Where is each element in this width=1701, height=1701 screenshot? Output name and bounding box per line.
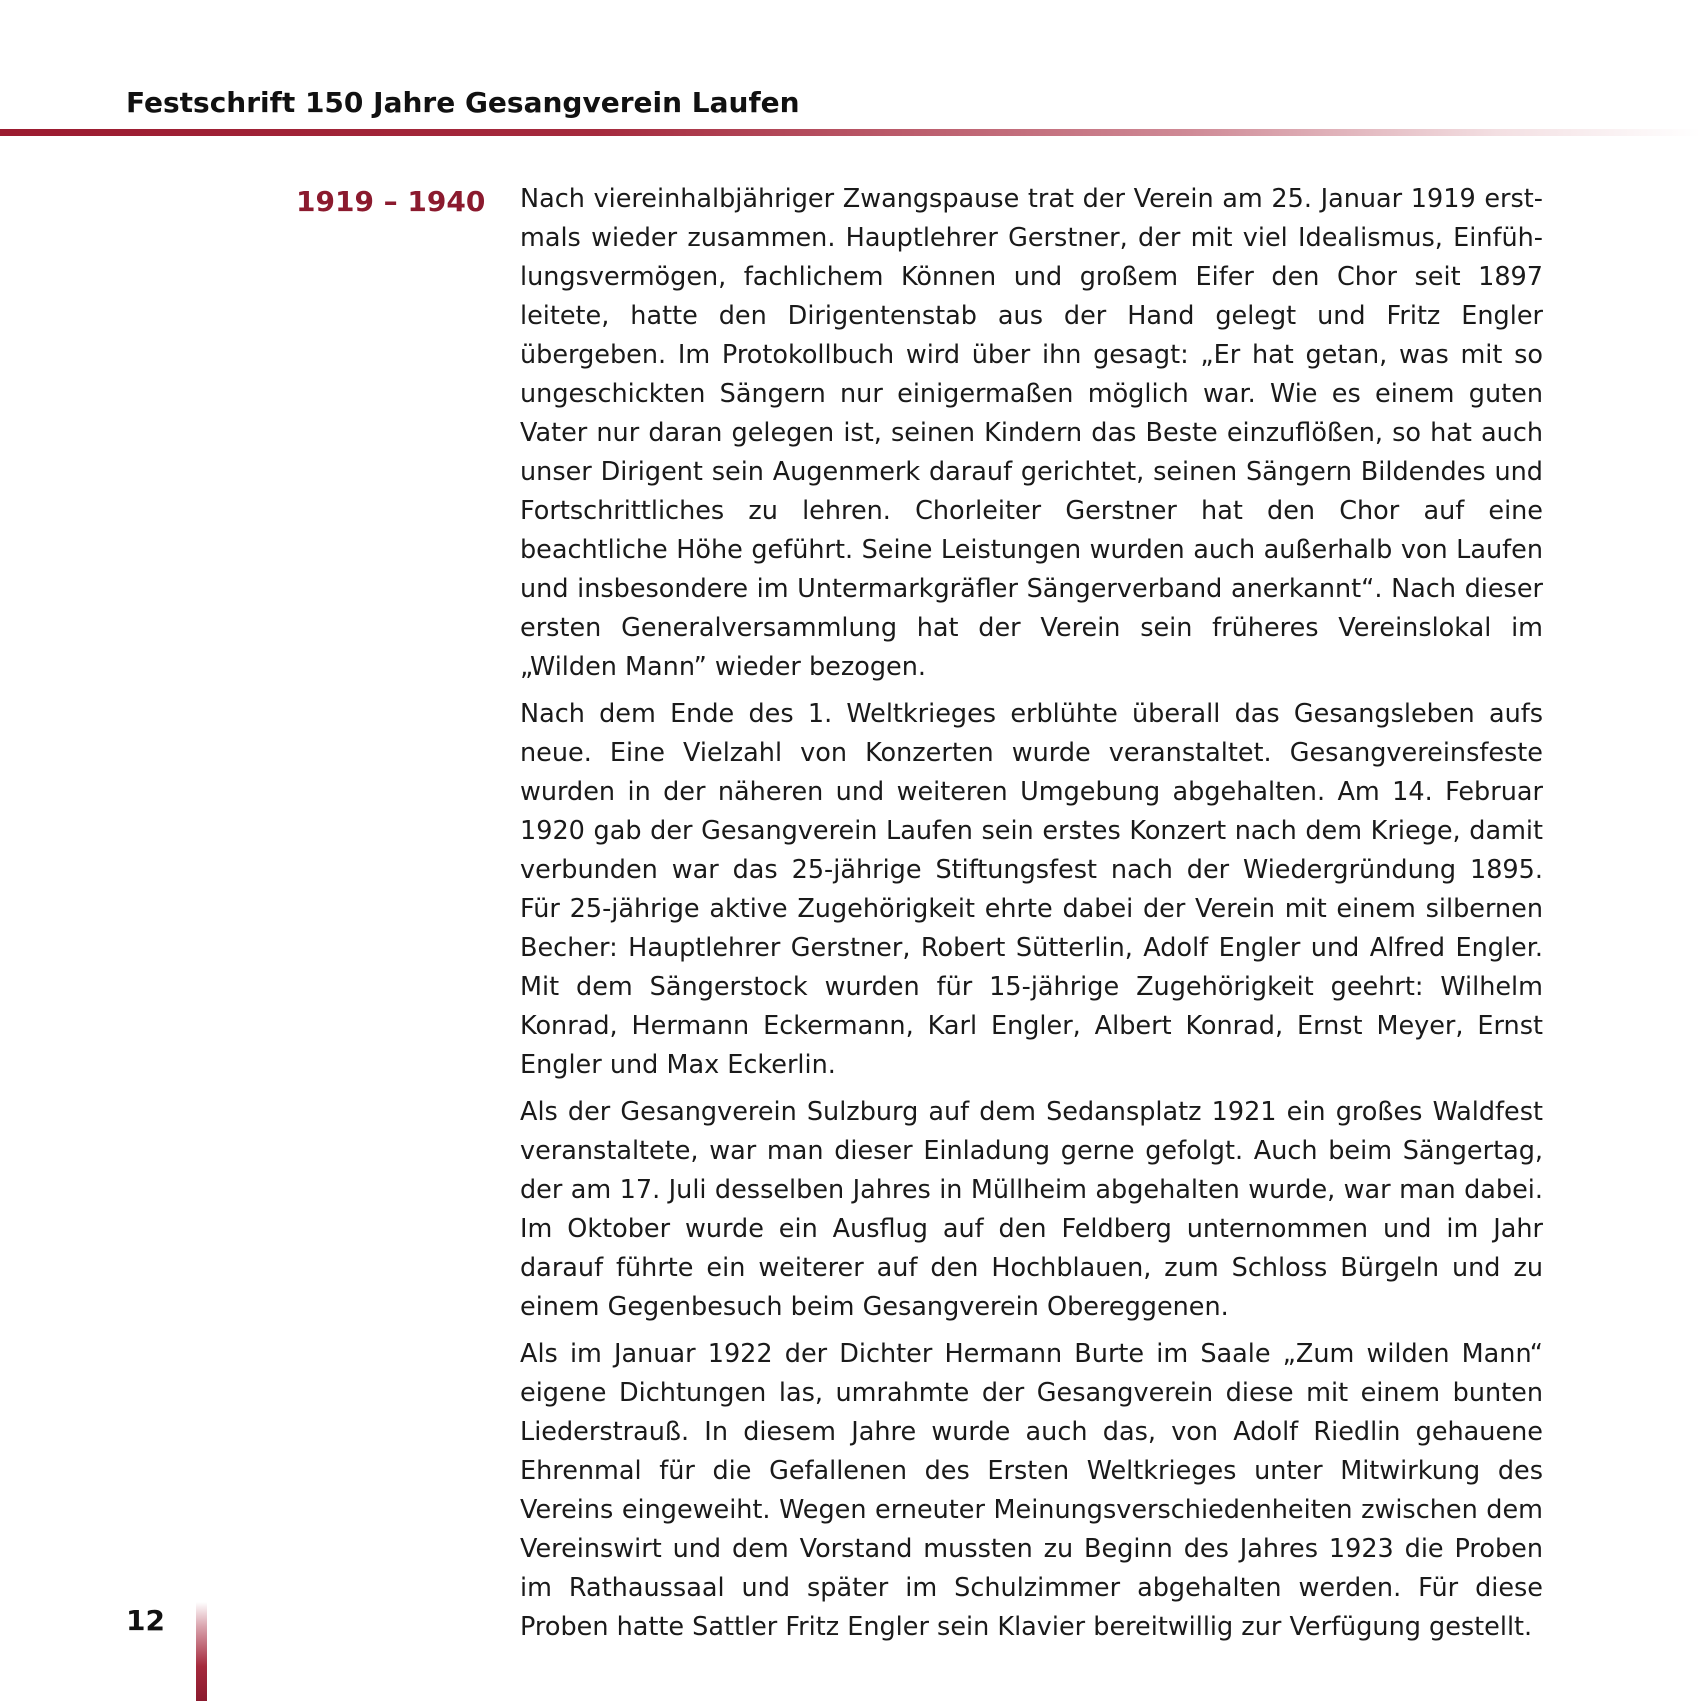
paragraph-3: Als der Gesangverein Sulzburg auf dem Sedansplatz 1921 ein großes Waldfest veranstaltete, war man dieser Einladung gerne gefolgt. Auch beim Sängertag, der am 17. Juli desselben Jahres in Müllheim abgehalten wurde, war man dabei. Im Oktober wurde ein Ausflug auf den Feldberg unternommen und im Jahr darauf führte ein weiterer auf den Hochblauen, zum Schloss Bürgeln und zu einem Gegenbesuch beim Gesangverein Obereggenen. bbox=[520, 1097, 1543, 1322]
article-body bbox=[520, 180, 1543, 1655]
section-period-label: 1919 – 1940 bbox=[296, 185, 486, 218]
header-divider bbox=[0, 129, 1701, 136]
paragraph-1: Nach viereinhalbjähriger Zwangspause trat der Verein am 25. Januar 1919 erstmals wieder zusammen. Hauptlehrer Gerstner, der mit viel Idealismus, Einfühlungsvermögen, fachlichem Können und großem Eifer den Chor seit 1897 leitete, hatte den Dirigentenstab aus der Hand gelegt und Fritz Engler übergeben. Im Protokollbuch wird über ihn gesagt: „Er hat getan, was mit so ungeschickten Sängern nur einigermaßen möglich war. Wie es einem guten Vater nur daran gelegen ist, seinen Kindern das Beste einzuflößen, so hat auch unser Dirigent sein Augenmerk darauf gerichtet, seinen Sängern Bildendes und Fortschrittliches zu lehren. Chorleiter Gerstner hat den Chor auf eine beachtliche Höhe geführt. Seine Leistungen wurden auch außerhalb von Laufen und insbesondere im Untermarkgräfler Sängerverband anerkannt“. Nach dieser ersten Generalversammlung hat der Verein sein früheres Vereinslokal im „Wilden Mann” wieder bezogen. bbox=[520, 184, 1543, 682]
page-title: Festschrift 150 Jahre Gesangverein Laufen bbox=[126, 86, 800, 119]
page-number: 12 bbox=[126, 1604, 165, 1637]
paragraph-4: Als im Januar 1922 der Dichter Hermann Burte im Saale „Zum wilden Mann“ eigene Dichtungen las, umrahmte der Gesangverein diese mit einem bunten Liederstrauß. In diesem Jahre wurde auch das, von Adolf Riedlin gehauene Ehrenmal für die Gefallenen des Ersten Weltkrieges unter Mitwirkung des Vereins eingeweiht. Wegen erneuter Meinungsverschiedenheiten zwischen dem Vereinswirt und dem Vorstand mussten zu Beginn des Jahres 1923 die Proben im Rathaussaal und später im Schulzimmer abgehalten werden. Für diese Proben hatte Sattler Fritz Engler sein Klavier bereitwillig zur Verfügung gestellt. bbox=[520, 1339, 1543, 1642]
paragraph-2: Nach dem Ende des 1. Weltkrieges erblühte überall das Gesangsleben aufs neue. Eine Vielzahl von Konzerten wurde veranstaltet. Gesangvereinsfeste wurden in der näheren und weiteren Umgebung abgehalten. Am 14. Februar 1920 gab der Gesangverein Laufen sein erstes Konzert nach dem Kriege, damit verbunden war das 25-jährige Stiftungsfest nach der Wiedergründung 1895. Für 25-jährige aktive Zugehörigkeit ehrte dabei der Verein mit einem silbernen Becher: Hauptlehrer Gerstner, Robert Sütterlin, Adolf Engler und Alfred Engler. Mit dem Sängerstock wurden für 15-jährige Zugehörigkeit geehrt: Wilhelm Konrad, Hermann Eckermann, Karl Engler, Albert Konrad, Ernst Meyer, Ernst Engler und Max Eckerlin. bbox=[520, 699, 1543, 1080]
footer-accent-bar bbox=[196, 1602, 207, 1701]
